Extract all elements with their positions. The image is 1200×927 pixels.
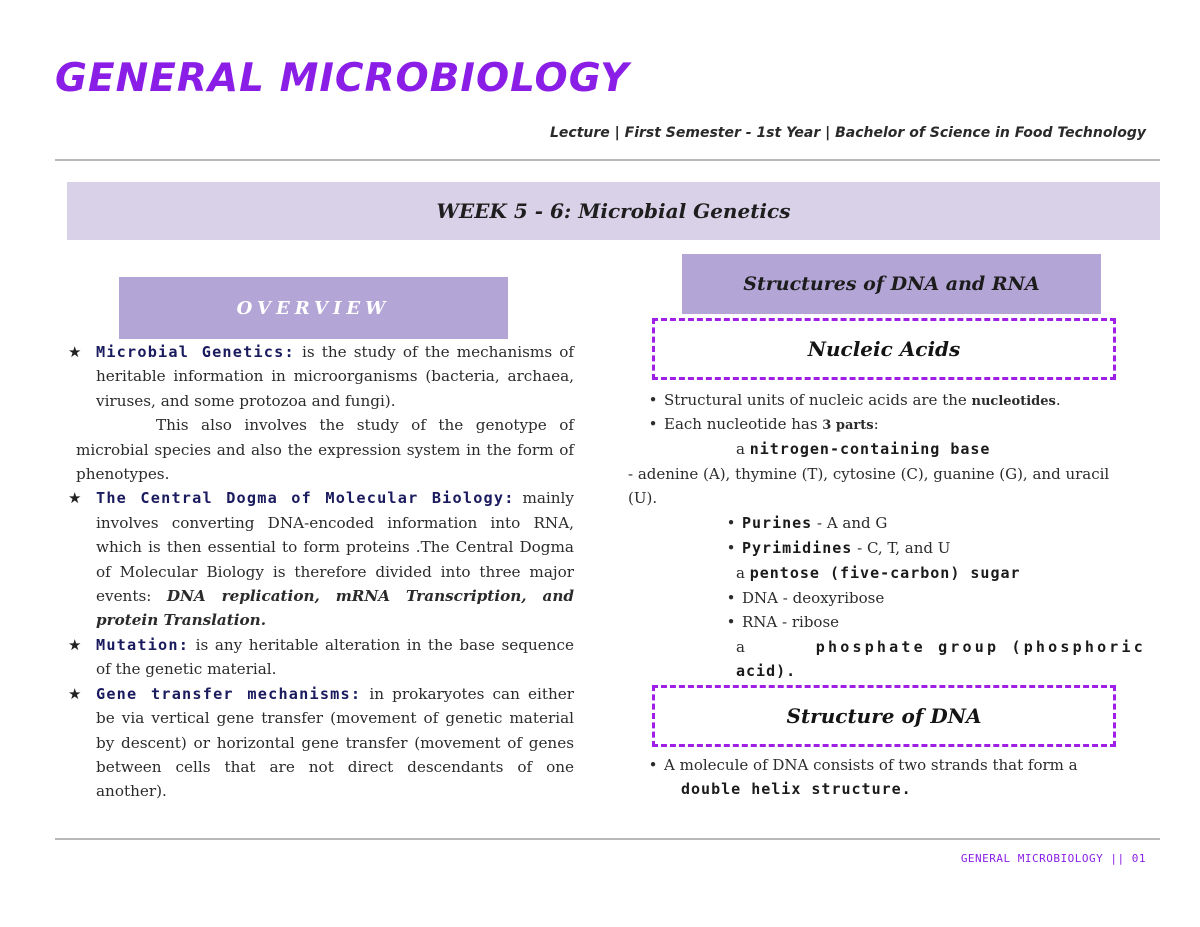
line-text: : (873, 415, 879, 433)
line-text: a (736, 638, 745, 656)
term-gene-transfer: Gene transfer mechanisms: (96, 684, 362, 703)
bold-term: nitrogen-containing base (749, 440, 991, 458)
overview-item-central-dogma (64, 486, 574, 632)
bold-term: Pyrimidines (742, 539, 853, 557)
part-nitrogen-base (736, 437, 1200, 461)
item-text: is any heritable alteration in the base sequence of the genetic material. (96, 635, 574, 679)
bullet-icon: • (648, 756, 658, 774)
overview-list (64, 340, 574, 804)
page-footer: GENERAL MICROBIOLOGY || 01 (960, 852, 1146, 865)
term-microbial-genetics: Microbial Genetics: (96, 343, 295, 361)
dna-description-line (642, 753, 1162, 777)
overview-heading: OVERVIEW (119, 277, 508, 339)
bullet-icon: • (726, 539, 736, 557)
bases-line-2: (U). (628, 489, 658, 507)
nucleotides-line (642, 388, 1162, 414)
bold-term: acid). (736, 662, 797, 680)
line-text: A molecule of DNA consists of two strands that form a (664, 756, 1078, 774)
part-pentose-sugar (736, 561, 1200, 585)
line-text: - A and G (812, 514, 888, 532)
overview-item-microbial-genetics (64, 340, 574, 413)
term-mutation: Mutation: (96, 635, 190, 654)
document-subtitle: Lecture | First Semester - 1st Year | Bachelor of Science in Food Technology (550, 125, 1146, 141)
star-bullet-icon: ★ (68, 489, 82, 508)
bold-term: pentose (five-carbon) sugar (749, 564, 1021, 582)
item-text: is the study of the mechanisms of heritable information in microorganisms (bacteria, archaea, viruses, and some protozoa and fungi). (96, 343, 575, 410)
line-text: RNA - ribose (742, 613, 840, 631)
purines-line (720, 511, 1200, 535)
bullet-icon: • (726, 514, 736, 532)
line-text: a (736, 564, 750, 582)
star-bullet-icon: ★ (68, 343, 82, 361)
line-text: . (1055, 391, 1061, 409)
footer-divider (55, 838, 1160, 840)
star-bullet-icon: ★ (68, 684, 82, 703)
line-text: - C, T, and U (852, 539, 951, 557)
structures-heading: Structures of DNA and RNA (682, 254, 1101, 314)
structure-of-dna-heading: Structure of DNA (652, 685, 1116, 747)
bold-term: Purines (742, 514, 813, 532)
line-text: Each nucleotide has (664, 415, 823, 433)
item-text: in prokaryotes can either be via vertical gene transfer (movement of genetic material by descent) or horizontal gene transfer (movement of genes between cells that are not direct descendants of one another). (96, 684, 574, 801)
overview-item-continuation: This also involves the study of the genotype of microbial species and also the expression system in the form of phenotypes. (76, 416, 574, 484)
bold-term: nucleotides (971, 394, 1056, 409)
nucleotide-parts-line (642, 412, 1162, 438)
line-text: Structural units of nucleic acids are the (664, 391, 972, 409)
bold-term: phosphate group (phosphoric (815, 638, 1146, 656)
star-bullet-icon: ★ (68, 635, 82, 654)
overview-item-gene-transfer (64, 682, 574, 804)
item-emphasis: DNA replication, mRNA Transcription, and protein Translation. (96, 587, 574, 630)
bullet-icon: • (648, 391, 658, 409)
bold-term: 3 parts (822, 418, 874, 433)
dna-sugar-line (720, 586, 1200, 610)
line-text: a (736, 440, 750, 458)
document-title: GENERAL MICROBIOLOGY (55, 56, 630, 101)
item-text: mainly involves converting DNA-encoded information into RNA, which is then essential to form proteins .The Central Dogma of Molecular Biology is therefore divided into three major events: (96, 489, 574, 606)
week-banner: WEEK 5 - 6: Microbial Genetics (67, 182, 1160, 240)
header-divider (55, 159, 1160, 161)
bullet-icon: • (648, 415, 658, 433)
bullet-icon: • (726, 589, 736, 607)
term-central-dogma: The Central Dogma of Molecular Biology: (96, 489, 515, 508)
part-phosphate-group (736, 635, 1146, 659)
overview-item-mutation (64, 633, 574, 682)
bases-line-1: - adenine (A), thymine (T), cytosine (C), guanine (G), and uracil (628, 465, 1110, 483)
bullet-icon: • (726, 613, 736, 631)
nucleic-acids-heading: Nucleic Acids (652, 318, 1116, 380)
part-phosphate-group-cont (736, 659, 1200, 683)
bold-term: double helix structure. (681, 780, 912, 798)
pyrimidines-line (720, 536, 1200, 560)
rna-sugar-line (720, 610, 1200, 634)
line-text: DNA - deoxyribose (742, 589, 885, 607)
dna-description-line-2 (681, 777, 1200, 801)
